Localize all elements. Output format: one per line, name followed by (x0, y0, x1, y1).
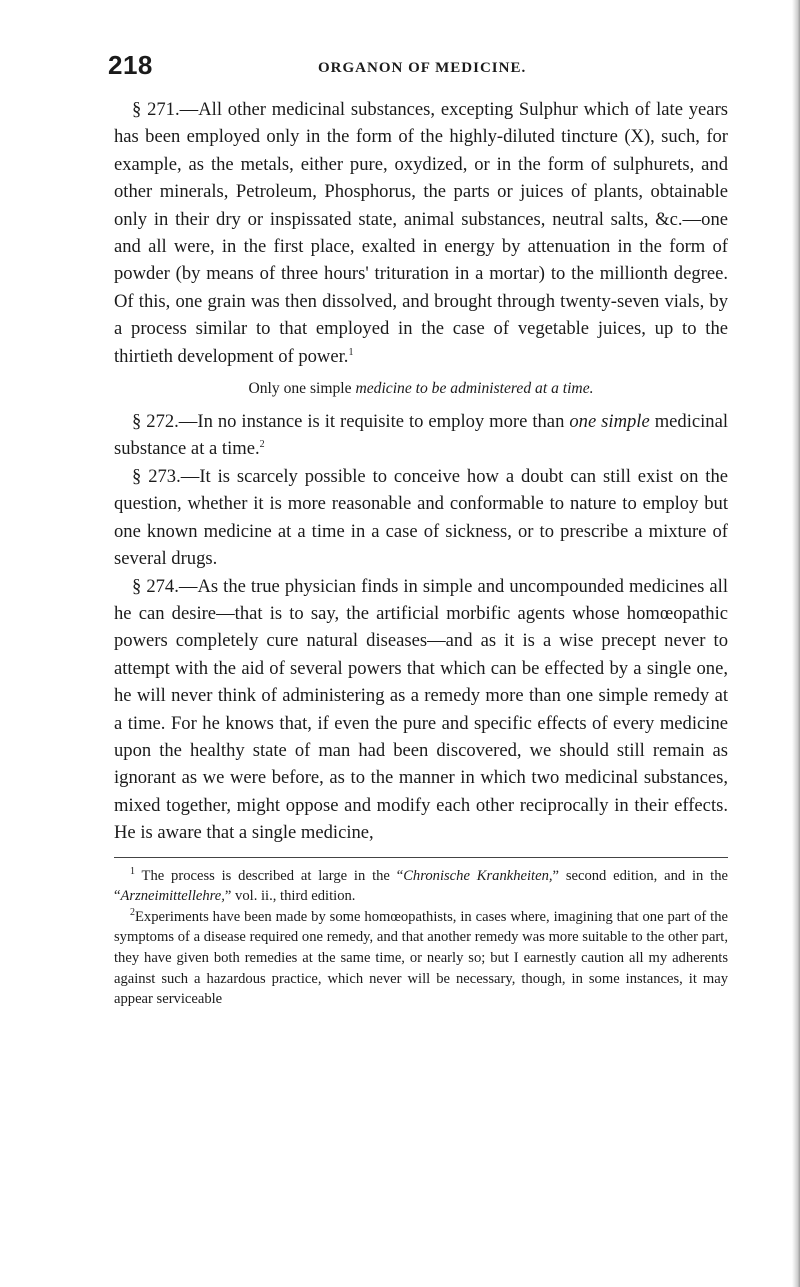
running-head: ORGANON OF MEDICINE. (318, 60, 527, 76)
paragraph-272-italic: one simple (569, 411, 650, 433)
footnote-2 (114, 907, 728, 1010)
body-text (114, 96, 728, 1010)
footnote-1-title-1: Chronische Krankheiten, (403, 867, 553, 884)
paragraph-271-text: § 271.—All other medicinal substances, excepting Sulphur which of late years has been employed only in the form of the highly-diluted tincture (X), such, for example, as the metals, either pure, oxydized, or in the form of sulphurets, and other minerals, Petroleum, Phosphorus, the parts or juices of plants, obtainable only in their dry or inspissated state, animal substances, neutral salts, &c.—one and all were, in the first place, exalted in energy by attenuation in the form of powder (by means of three hours' trituration in a mortar) to the millionth degree. Of this, one grain was then dissolved, and brought through twenty-seven vials, by a process similar to that employed in the case of vegetable juices, up to the thirtieth development of power. (114, 99, 728, 367)
footnote-1-part-a: The process is described at large in the “ (135, 867, 404, 884)
footnote-1-part-b: ” second edition, and in the “ (114, 867, 728, 905)
footnote-ref-2: 2 (259, 439, 265, 451)
paragraph-272-start: § 272.—In no instance is it requisite to employ more than (132, 411, 570, 433)
page-edge-shadow (792, 0, 800, 1287)
footnote-1-title-2: Arzneimittellehre, (120, 888, 225, 905)
paragraph-274: § 274.—As the true physician finds in simple and uncompounded medicines all he can desire—that is to say, the artificial morbific agents whose homœopathic powers completely cure natural diseases—and as it is a wise precept never to attempt with the aid of several powers that which can be effected by a single one, he will never think of administering as a remedy more than one simple remedy at a time. For he knows that, if even the pure and specific effects of every medicine upon the healthy state of man had been discovered, we should still remain as ignorant as we were before, as to the manner in which two medicinal substances, mixed together, might oppose and modify each other reciprocally in their effects. He is aware that a single medicine, (114, 575, 728, 844)
footnote-1 (114, 866, 728, 907)
paragraph-272-end: medicinal substance at a time. (114, 411, 729, 460)
page-number: 218 (108, 50, 153, 80)
section-caption (114, 378, 728, 400)
footnote-1-number: 1 (130, 865, 135, 877)
caption-italic: medicine to be administered at a time. (355, 380, 594, 398)
footnote-2-number: 2 (130, 906, 135, 918)
caption-plain: Only one simple (248, 380, 356, 398)
footnote-divider (114, 857, 728, 858)
footnote-ref-1: 1 (348, 346, 354, 358)
page-header (108, 50, 722, 80)
footnote-1-part-c: ” vol. ii., third edition. (224, 888, 356, 905)
footnotes (114, 866, 728, 1010)
paragraph-273: § 273.—It is scarcely possible to conceive how a doubt can still exist on the question, whether it is more reasonable and conformable to nature to employ but one known medicine at a time in a case of sickness, or to prescribe a mixture of several drugs. (114, 465, 728, 570)
footnote-2-text: Experiments have been made by some homœopathists, in cases where, imagining that one part of the symptoms of a disease required one remedy, and that another remedy was more suitable to the other part, they have given both remedies at the same time, or nearly so; but I earnestly caution all my adherents against such a hazardous practice, which never will be necessary, though, in some instances, it may appear serviceable (114, 908, 728, 1008)
paragraph-271 (114, 96, 728, 370)
paragraph-272 (114, 408, 728, 463)
